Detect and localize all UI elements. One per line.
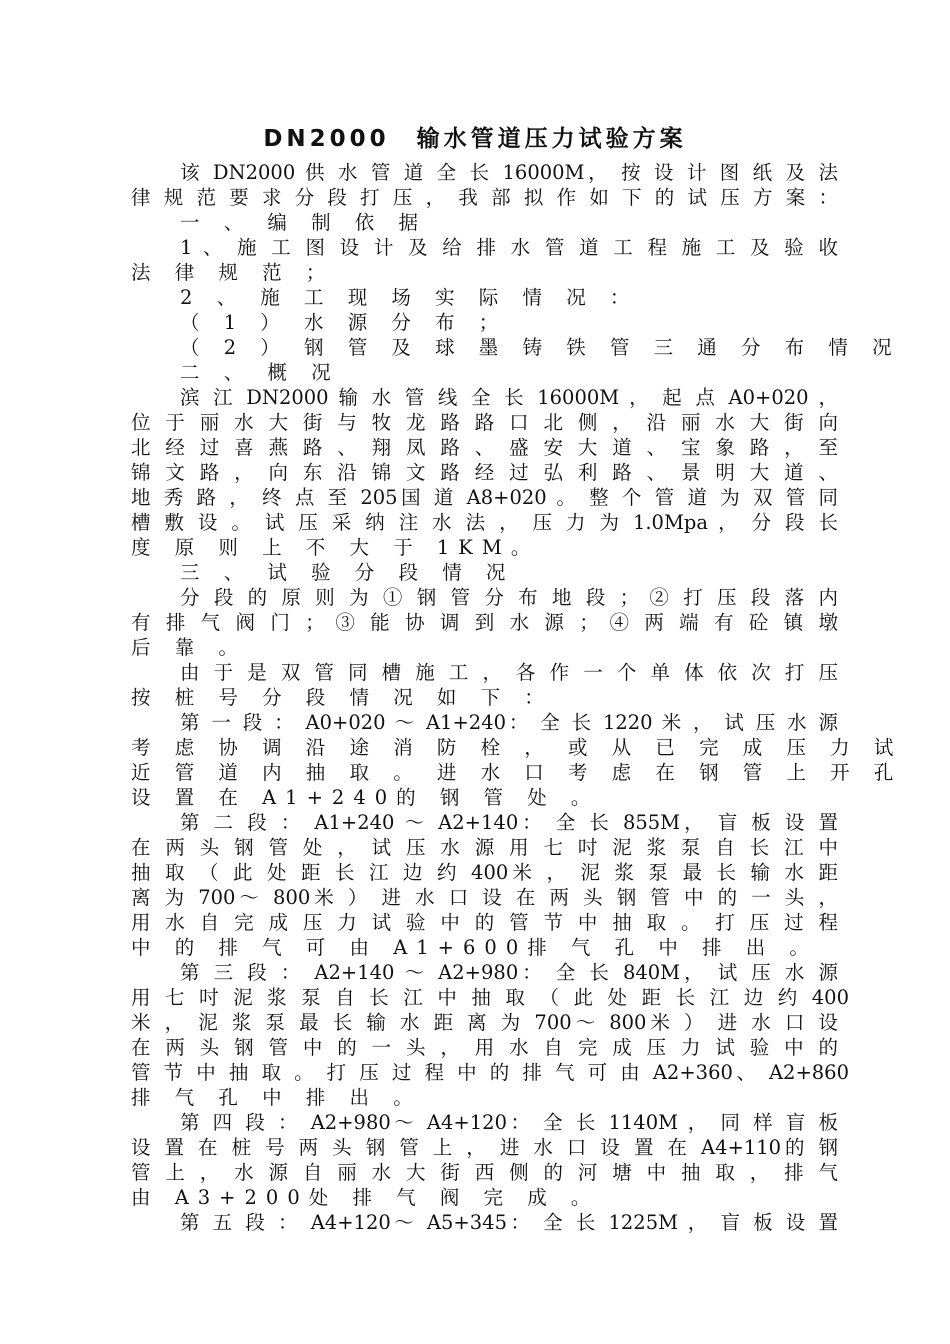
- text-line: 1 、 施 工 图 设 计 及 给 排 水 管 道 工 程 施 工 及 验 收: [180, 236, 838, 259]
- document-title: DN2000 输水管道压力试验方案: [263, 126, 687, 152]
- text-line: 第 五 段 ： A4+120～ A5+345： 全 长 1225M ， 盲 板 设 置: [180, 1211, 838, 1234]
- text-line: 按 桩 号 分 段 情 况 如 下 ：: [131, 686, 553, 709]
- text-line: 一 、 编 制 依 据: [180, 211, 427, 234]
- text-line: 后 靠 。: [131, 636, 247, 659]
- text-line: （ 1 ） 水 源 分 布 ；: [180, 311, 508, 334]
- text-line: 管 上 ， 水 源 自 丽 水 大 街 西 侧 的 河 塘 中 抽 取 ， 排 气: [131, 1161, 838, 1184]
- text-line: 该 DN2000 供 水 管 道 全 长 16000M， 按 设 计 图 纸 及 法: [180, 161, 838, 184]
- text-line: 二 、 概 况: [180, 361, 340, 384]
- text-line: 法 律 规 范 ；: [131, 261, 335, 284]
- text-line: 第 三 段 ： A2+140 ～ A2+980： 全 长 840M， 试 压 水 源: [180, 961, 838, 984]
- text-line: 在 两 头 钢 管 处 ， 试 压 水 源 用 七 吋 泥 浆 泵 自 长 江 中: [131, 836, 838, 859]
- text-line: 位 于 丽 水 大 街 与 牧 龙 路 路 口 北 侧 ， 沿 丽 水 大 街 向: [131, 411, 838, 434]
- text-line: 用 七 吋 泥 浆 泵 自 长 江 中 抽 取 （ 此 处 距 长 江 边 约 400: [131, 986, 849, 1009]
- text-line: 锦 文 路 ， 向 东 沿 锦 文 路 经 过 弘 利 路 、 景 明 大 道 、: [131, 461, 838, 484]
- text-line: 设 置 在 A1+240的 钢 管 处 。: [131, 786, 600, 809]
- text-line: 北 经 过 喜 燕 路 、 翔 凤 路 、 盛 安 大 道 、 宝 象 路 ， 至: [131, 436, 838, 459]
- text-line: 分 段 的 原 则 为 ① 钢 管 分 布 地 段 ； ② 打 压 段 落 内: [180, 586, 838, 609]
- text-line: 排 气 孔 中 排 出 。: [131, 1086, 422, 1109]
- text-line: 由 A3+200处 排 气 阀 完 成 。: [131, 1186, 600, 1209]
- text-line: 设 置 在 桩 号 两 头 钢 管 上 ， 进 水 口 设 置 在 A4+110的 钢: [131, 1136, 838, 1159]
- text-line: 滨 江 DN2000 输 水 管 线 全 长 16000M ， 起 点 A0+020 ，: [180, 386, 838, 409]
- text-line: 在 两 头 钢 管 中 的 一 头 ， 用 水 自 完 成 压 力 试 验 中 的: [131, 1036, 838, 1059]
- text-line: 抽 取 （ 此 处 距 长 江 边 约 400米 ， 泥 浆 泵 最 长 输 水 距: [131, 861, 838, 884]
- text-line: 管 节 中 抽 取 。 打 压 过 程 中 的 排 气 可 由 A2+360、 A2+860: [131, 1061, 850, 1084]
- text-line: 离 为 700～ 800米 ） 进 水 口 设 在 两 头 钢 管 中 的 一 头 ，: [131, 886, 838, 909]
- text-line: 第 二 段 ： A1+240 ～ A2+140： 全 长 855M， 盲 板 设 置: [180, 811, 838, 834]
- text-line: 槽 敷 设 。 试 压 采 纳 注 水 法 ， 压 力 为 1.0Mpa ， 分 段 长: [131, 511, 838, 534]
- text-line: 考 虑 协 调 沿 途 消 防 栓 ， 或 从 已 完 成 压 力 试: [131, 736, 903, 759]
- text-line: 第 一 段 ： A0+020 ～ A1+240： 全 长 1220 米 ， 试 压 水 源: [180, 711, 838, 734]
- text-line: 第 四 段 ： A2+980～ A4+120： 全 长 1140M ， 同 样 盲 板: [180, 1111, 838, 1134]
- text-line: 中 的 排 气 可 由 A1+600排 气 孔 中 排 出 。: [131, 936, 818, 959]
- text-line: 用 水 自 完 成 压 力 试 验 中 的 管 节 中 抽 取 。 打 压 过 程: [131, 911, 838, 934]
- text-line: 地 秀 路 ， 终 点 至 205国 道 A8+020 。 整 个 管 道 为 双 管 同: [131, 486, 838, 509]
- text-line: 近 管 道 内 抽 取 。 进 水 口 考 虑 在 钢 管 上 开 孔: [131, 761, 903, 784]
- text-line: 三 、 试 验 分 段 情 况: [180, 561, 515, 584]
- text-line: 有 排 气 阀 门 ； ③ 能 协 调 到 水 源 ； ④ 两 端 有 砼 镇 墩: [131, 611, 838, 634]
- text-line: 由 于 是 双 管 同 槽 施 工 ， 各 作 一 个 单 体 依 次 打 压: [180, 661, 838, 684]
- text-line: （ 2 ） 钢 管 及 球 墨 铸 铁 管 三 通 分 布 情 况: [180, 336, 901, 359]
- text-line: 2 、 施 工 现 场 实 际 情 况 ：: [180, 286, 639, 309]
- text-line: 律 规 范 要 求 分 段 打 压 ， 我 部 拟 作 如 下 的 试 压 方 案 ：: [131, 186, 838, 209]
- text-line: 米 ， 泥 浆 泵 最 长 输 水 距 离 为 700～ 800米 ） 进 水 口 设: [131, 1011, 838, 1034]
- text-line: 度 原 则 上 不 大 于 1KM。: [131, 536, 540, 559]
